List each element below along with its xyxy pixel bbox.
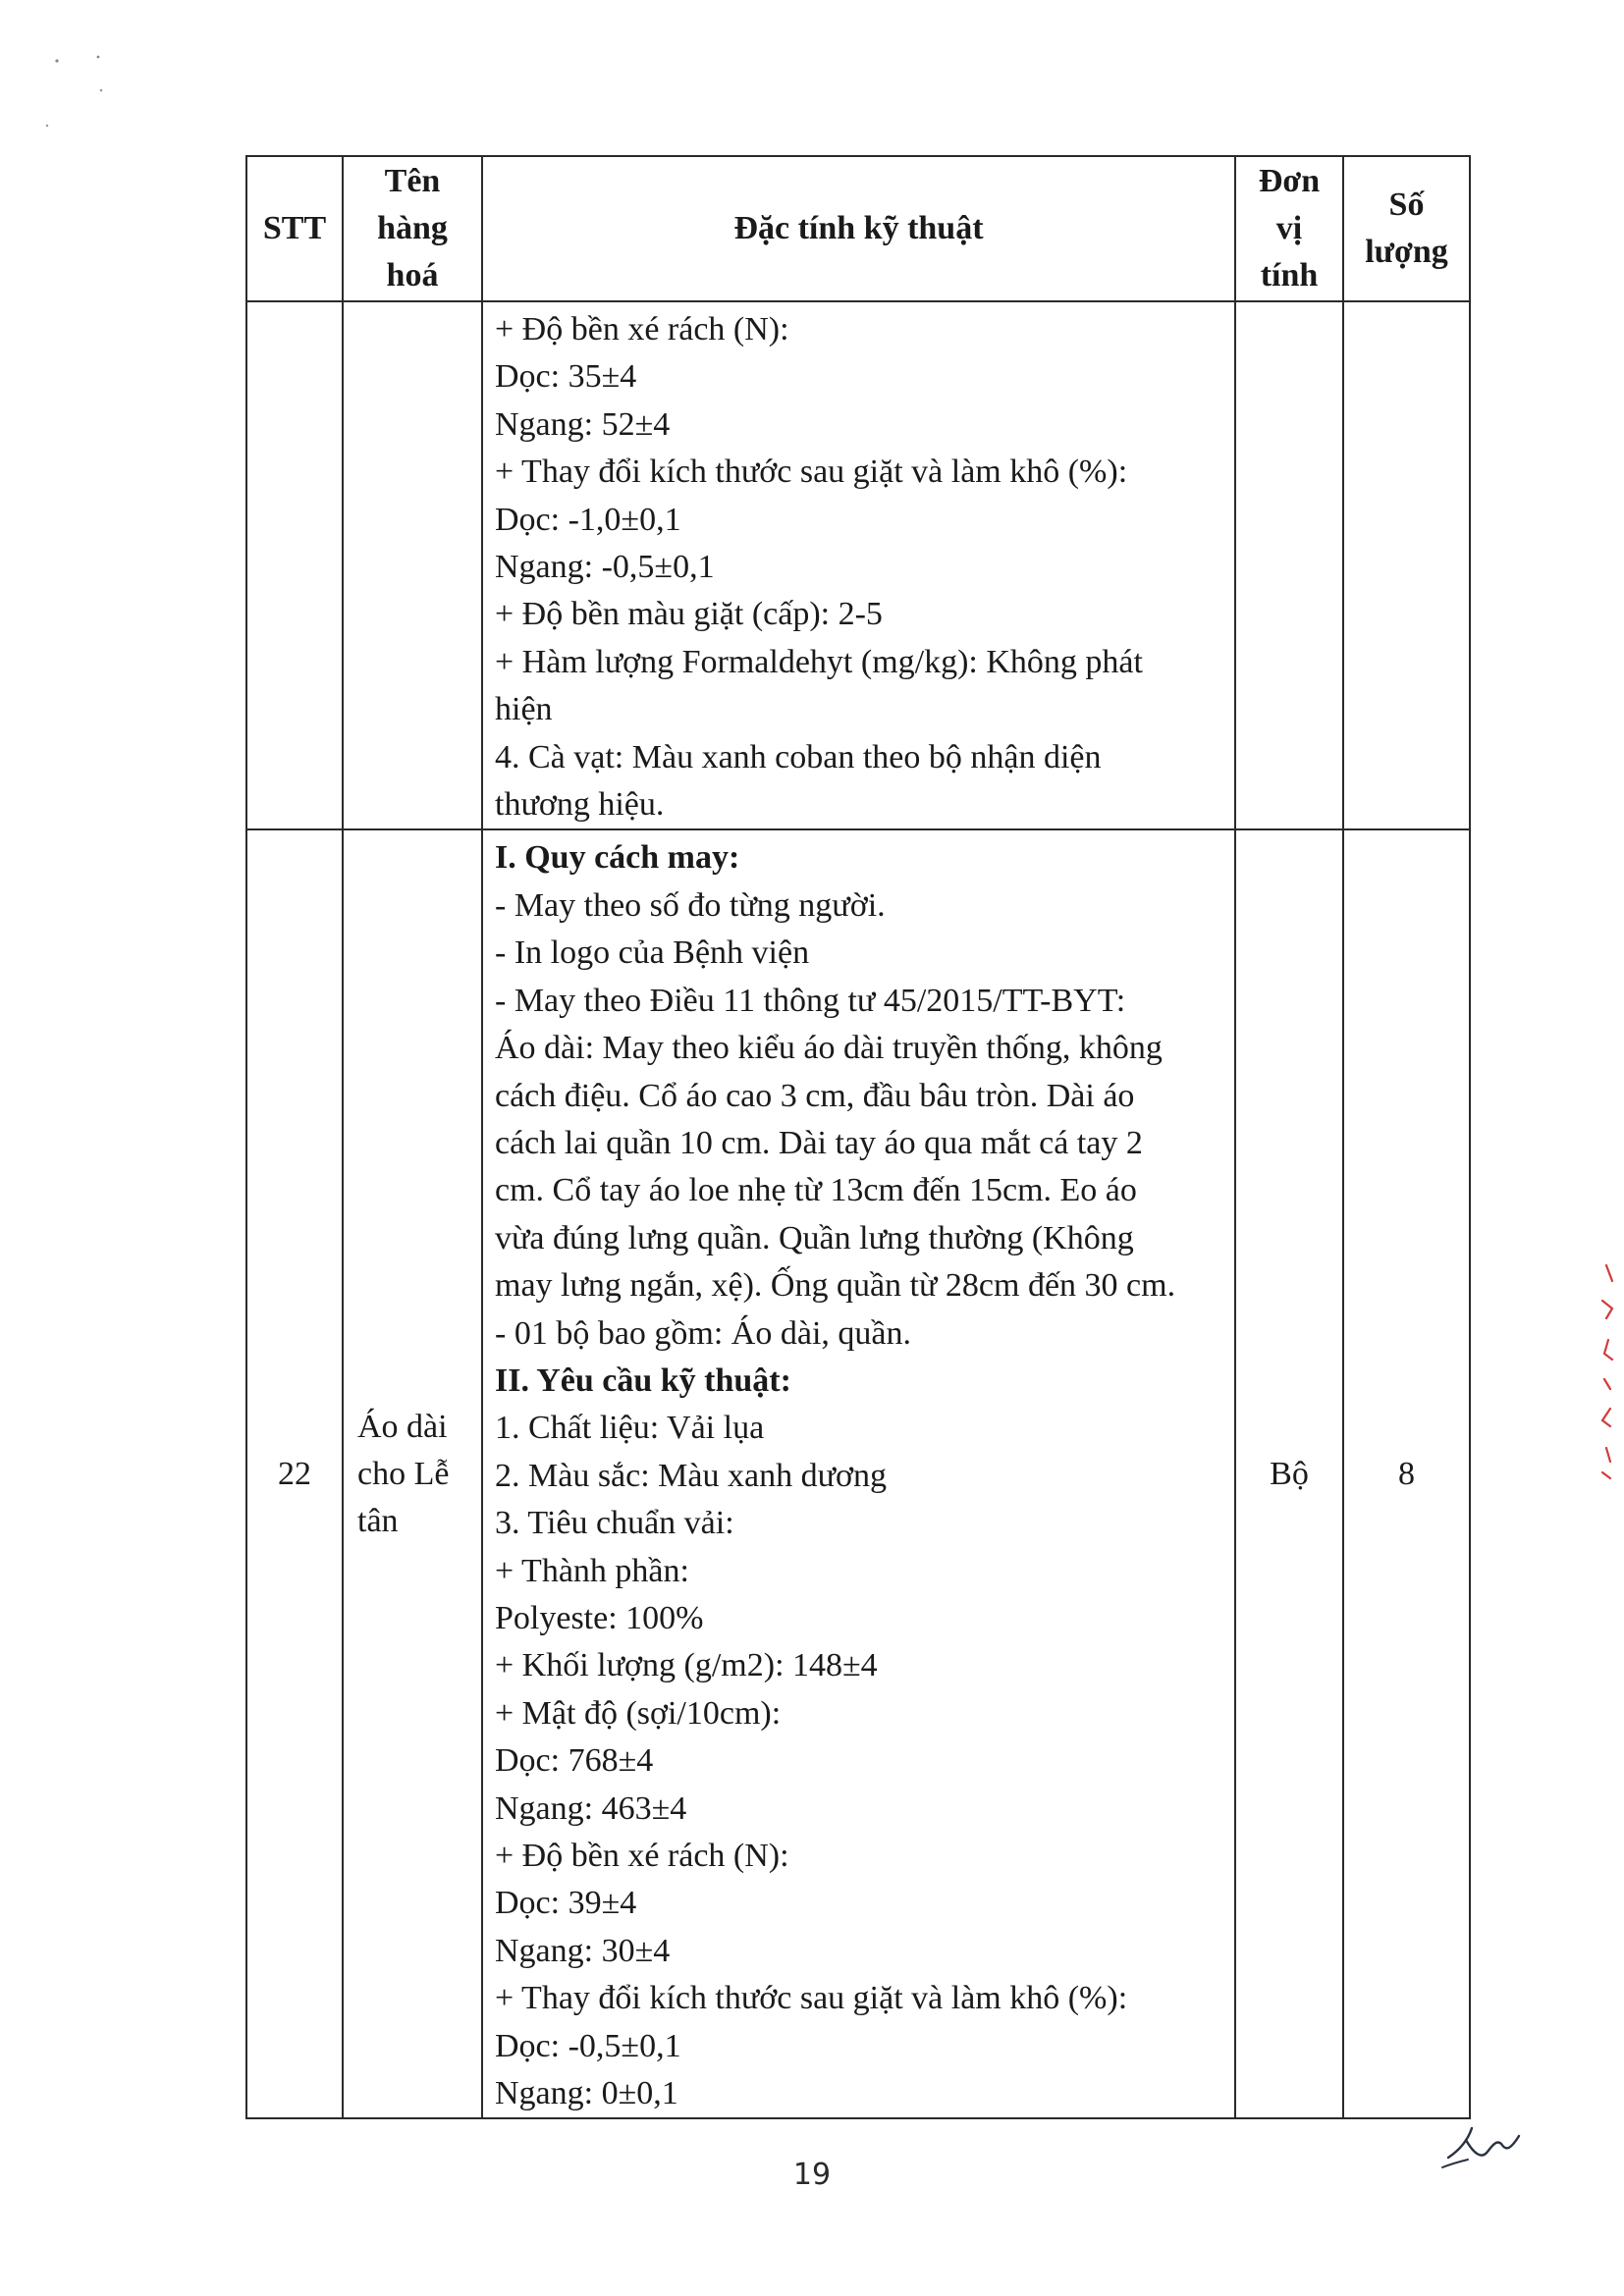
spec-line: + Hàm lượng Formaldehyt (mg/kg): Không phát [495, 643, 1143, 680]
spec-line: + Khối lượng (g/m2): 148±4 [495, 1647, 878, 1684]
spec-line: - May theo Điều 11 thông tư 45/2015/TT-BYT: [495, 982, 1126, 1019]
header-technical-spec: Đặc tính kỹ thuật [482, 156, 1235, 301]
stamp-edge-mark [1593, 1261, 1624, 1487]
spec-line: Ngang: 30±4 [495, 1932, 671, 1969]
spec-line: + Thay đổi kích thước sau giặt và làm khô (%): [495, 1980, 1128, 2017]
page-number: 19 [792, 2158, 832, 2192]
spec-line: Dọc: 39±4 [495, 1885, 637, 1922]
spec-line: 1. Chất liệu: Vải lụa [495, 1410, 765, 1447]
spec-line: Dọc: -0,5±0,1 [495, 2027, 681, 2064]
technical-spec-table [245, 155, 1471, 2119]
spec-line: hiện [495, 691, 553, 728]
cell-stt-empty [246, 301, 343, 829]
spec-lines-continued [495, 306, 1226, 828]
spec-line: 2. Màu sắc: Màu xanh dương [495, 1457, 888, 1494]
spec-line: 4. Cà vạt: Màu xanh coban theo bộ nhận diện [495, 738, 1102, 775]
cell-unit: Bộ [1235, 829, 1343, 2118]
spec-line: Ngang: -0,5±0,1 [495, 549, 715, 586]
spec-line: Ngang: 0±0,1 [495, 2075, 678, 2112]
spec-line: Dọc: -1,0±0,1 [495, 501, 681, 538]
spec-line: + Độ bền xé rách (N): [495, 311, 789, 347]
cell-spec-continued [482, 301, 1235, 829]
spec-line: Polyeste: 100% [495, 1599, 704, 1636]
table-row [246, 829, 1470, 2118]
spec-line: + Thay đổi kích thước sau giặt và làm khô (%): [495, 454, 1128, 491]
cell-quantity: 8 [1343, 829, 1470, 2118]
spec-section-heading: II. Yêu cầu kỹ thuật: [495, 1362, 791, 1399]
cell-name-empty [343, 301, 482, 829]
cell-spec [482, 829, 1235, 2118]
spec-line: 3. Tiêu chuẩn vải: [495, 1505, 734, 1542]
spec-line: + Mật độ (sợi/10cm): [495, 1694, 782, 1732]
spec-line: cách điệu. Cổ áo cao 3 cm, đầu bâu tròn. Dài áo [495, 1077, 1135, 1114]
spec-line: Ngang: 463±4 [495, 1789, 687, 1827]
spec-line: may lưng ngắn, xệ). Ống quần từ 28cm đến 30 cm. [495, 1267, 1176, 1305]
spec-line: + Độ bền xé rách (N): [495, 1838, 789, 1874]
spec-line: - In logo của Bệnh viện [495, 934, 810, 972]
spec-line: cm. Cổ tay áo loe nhẹ từ 13cm đến 15cm. Eo áo [495, 1172, 1137, 1209]
cell-unit-empty [1235, 301, 1343, 829]
spec-line: - May theo số đo từng người. [495, 886, 886, 924]
spec-line: cách lai quần 10 cm. Dài tay áo qua mắt cá tay 2 [495, 1124, 1143, 1161]
handwritten-initials [1438, 2110, 1527, 2179]
header-stt: STT [246, 156, 343, 301]
spec-lines [495, 834, 1226, 2117]
spec-line: Dọc: 35±4 [495, 358, 637, 396]
scan-dust-marks [0, 0, 118, 137]
header-quantity: Số lượng [1343, 156, 1470, 301]
spec-line: vừa đúng lưng quần. Quần lưng thường (Không [495, 1219, 1134, 1256]
spec-line: + Thành phần: [495, 1552, 689, 1589]
table-row-continued [246, 301, 1470, 829]
cell-stt: 22 [246, 829, 343, 2118]
spec-line: Dọc: 768±4 [495, 1742, 654, 1780]
table-header-row [246, 156, 1470, 301]
header-item-name: Tên hàng hoá [343, 156, 482, 301]
header-unit: Đơn vị tính [1235, 156, 1343, 301]
cell-qty-empty [1343, 301, 1470, 829]
spec-section-heading: I. Quy cách may: [495, 839, 740, 877]
spec-line: + Độ bền màu giặt (cấp): 2-5 [495, 596, 883, 633]
spec-line: Ngang: 52±4 [495, 405, 671, 443]
spec-line: - 01 bộ bao gồm: Áo dài, quần. [495, 1314, 911, 1352]
spec-line: thương hiệu. [495, 786, 665, 824]
cell-item-name: Áo dài cho Lễ tân [343, 829, 482, 2118]
spec-line: Áo dài: May theo kiểu áo dài truyền thống, không [495, 1030, 1163, 1067]
